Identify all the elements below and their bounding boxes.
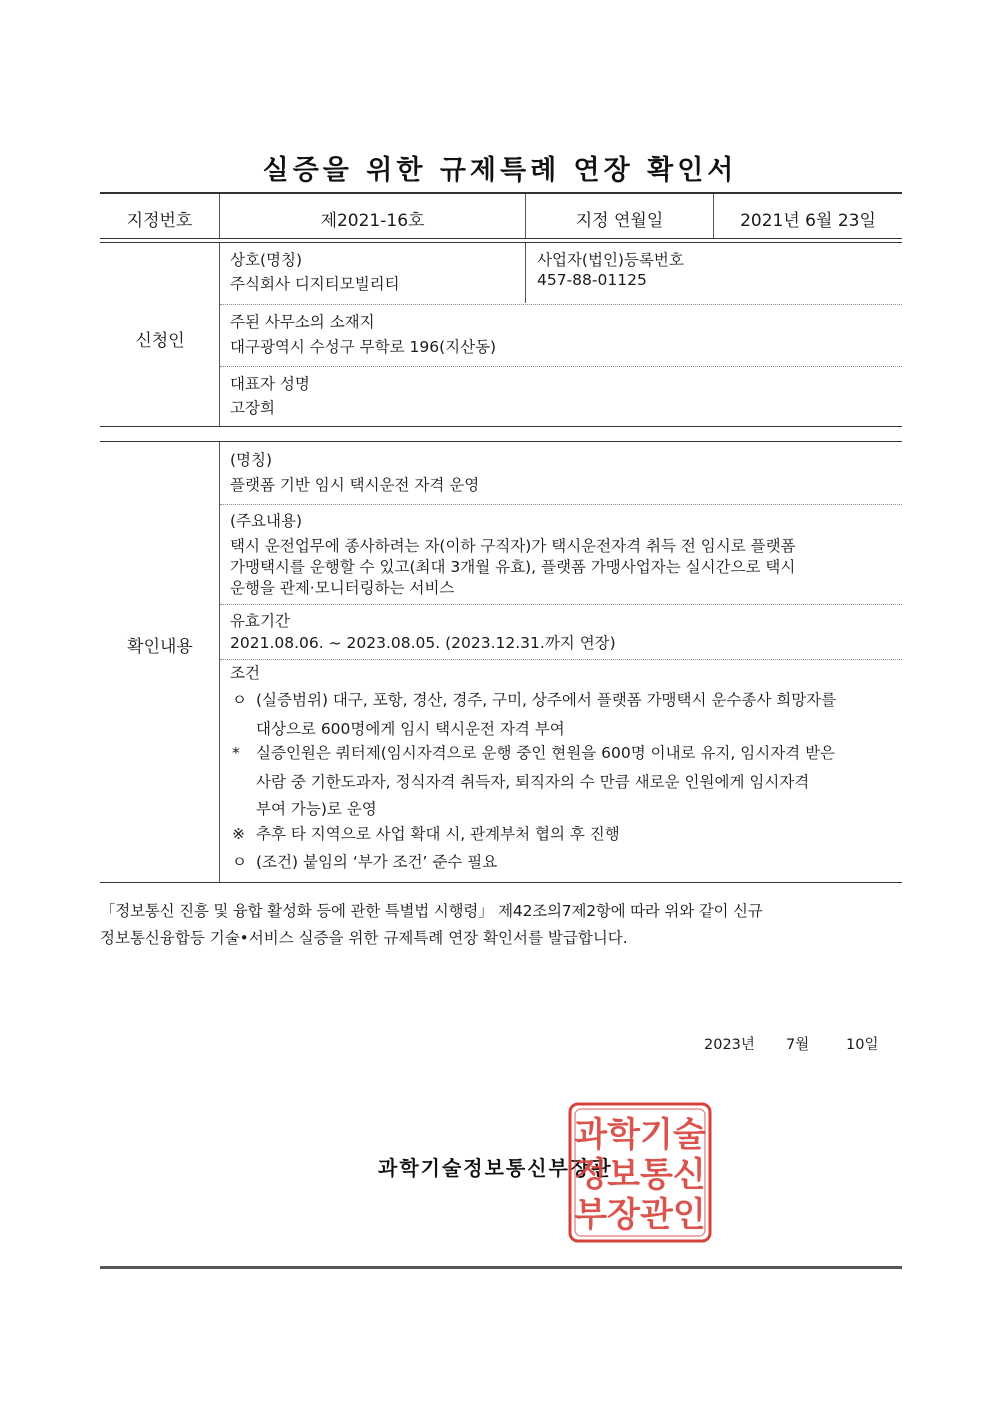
section-gap-border <box>100 441 902 442</box>
circle-bullet-icon: ㅇ <box>232 691 247 709</box>
official-seal-icon <box>566 1100 714 1245</box>
row-separator <box>220 366 902 367</box>
applicant-bottom-border <box>100 426 902 427</box>
condition-text: 실증인원은 쿼터제(임시자격으로 운행 중인 현원을 600명 이내로 유지, 임시자격 받은 <box>256 744 836 762</box>
name-label: (명칭) <box>230 451 273 469</box>
seal-char: 정보통신 <box>574 1155 706 1195</box>
content-line: 운행을 관제·모니터링하는 서비스 <box>230 579 455 597</box>
condition-text: 사람 중 기한도과자, 정식자격 취득자, 퇴직자의 수 만큼 새로운 인원에게 임시자격 <box>256 773 810 791</box>
seal-char: 부장관인 <box>574 1195 706 1235</box>
footer-statement: 정보통신융합등 기술•서비스 실증을 위한 규제특례 연장 확인서를 발급합니다. <box>100 929 628 947</box>
page-title: 실증을 위한 규제특례 연장 확인서 <box>262 155 738 186</box>
asterisk-bullet-icon: * <box>232 744 240 762</box>
condition-item <box>232 821 620 847</box>
applicant-label: 신청인 <box>135 331 185 351</box>
row-separator <box>220 604 902 605</box>
designation-number-value: 제2021-16호 <box>320 211 425 231</box>
designation-number-label: 지정번호 <box>126 211 193 231</box>
period-value: 2021.08.06. ~ 2023.08.05. (2023.12.31.까지 연장) <box>230 634 616 652</box>
condition-item <box>232 849 497 875</box>
table-top-border <box>100 192 902 194</box>
representative-value: 고장희 <box>230 399 275 417</box>
applicant-divider <box>219 243 220 426</box>
confirmation-label: 확인내용 <box>127 637 193 657</box>
representative-label: 대표자 성명 <box>230 375 310 393</box>
content-line: 가맹택시를 운행할 수 있고(최대 3개월 유효), 플랫폼 가맹사업자는 실시간으로 택시 <box>230 558 796 576</box>
issuer-name: 과학기술정보통신부장관 <box>378 1156 613 1180</box>
condition-item <box>232 687 836 713</box>
section-gap-border <box>100 242 902 243</box>
registration-value: 457-88-01125 <box>537 271 647 289</box>
row-separator <box>220 659 902 660</box>
condition-item <box>232 740 835 766</box>
content-label: (주요내용) <box>230 512 302 530</box>
row-separator <box>220 504 902 505</box>
row-separator <box>220 304 902 305</box>
condition-text: 부여 가능)로 운영 <box>256 800 377 818</box>
page-bottom-rule <box>100 1266 902 1269</box>
issue-month: 7월 <box>786 1037 810 1053</box>
condition-text: 추후 타 지역으로 사업 확대 시, 관계부처 협의 후 진행 <box>256 825 620 843</box>
designation-date-value: 2021년 6월 23일 <box>740 211 876 231</box>
footer-statement: 「정보통신 진흥 및 융합 활성화 등에 관한 특별법 시행령」 제42조의7제2항에 따라 위와 같이 신규 <box>100 902 763 920</box>
confirmation-divider <box>219 442 220 882</box>
content-line: 택시 운전업무에 종사하려는 자(이하 구직자)가 택시운전자격 취득 전 임시로 플랫폼 <box>230 537 796 555</box>
company-value: 주식회사 디지티모빌리티 <box>230 275 400 293</box>
registration-label: 사업자(법인)등록번호 <box>537 251 684 269</box>
address-value: 대구광역시 수성구 무학로 196(지산동) <box>230 338 497 356</box>
address-label: 주된 사무소의 소재지 <box>230 313 375 331</box>
name-value: 플랫폼 기반 임시 택시운전 자격 운영 <box>230 476 480 494</box>
condition-text: (실증범위) 대구, 포항, 경산, 경주, 구미, 상주에서 플랫폼 가맹택시 운수종사 희망자를 <box>256 691 837 709</box>
issue-year: 2023년 <box>704 1037 755 1053</box>
company-label: 상호(명칭) <box>230 251 302 269</box>
designation-date-label: 지정 연월일 <box>575 211 664 231</box>
company-reg-divider <box>525 243 526 303</box>
conditions-label: 조건 <box>230 664 260 682</box>
reference-mark-icon: ※ <box>232 825 245 843</box>
table-bottom-border <box>100 882 902 883</box>
condition-text: (조건) 붙임의 ‘부가 조건’ 준수 필요 <box>256 853 498 871</box>
header-bottom-border <box>100 238 902 239</box>
period-label: 유효기간 <box>230 612 290 630</box>
seal-char: 과학기술 <box>574 1115 706 1155</box>
condition-text: 대상으로 600명에게 임시 택시운전 자격 부여 <box>256 720 565 738</box>
circle-bullet-icon: ㅇ <box>232 853 247 871</box>
issue-day: 10일 <box>846 1037 879 1053</box>
